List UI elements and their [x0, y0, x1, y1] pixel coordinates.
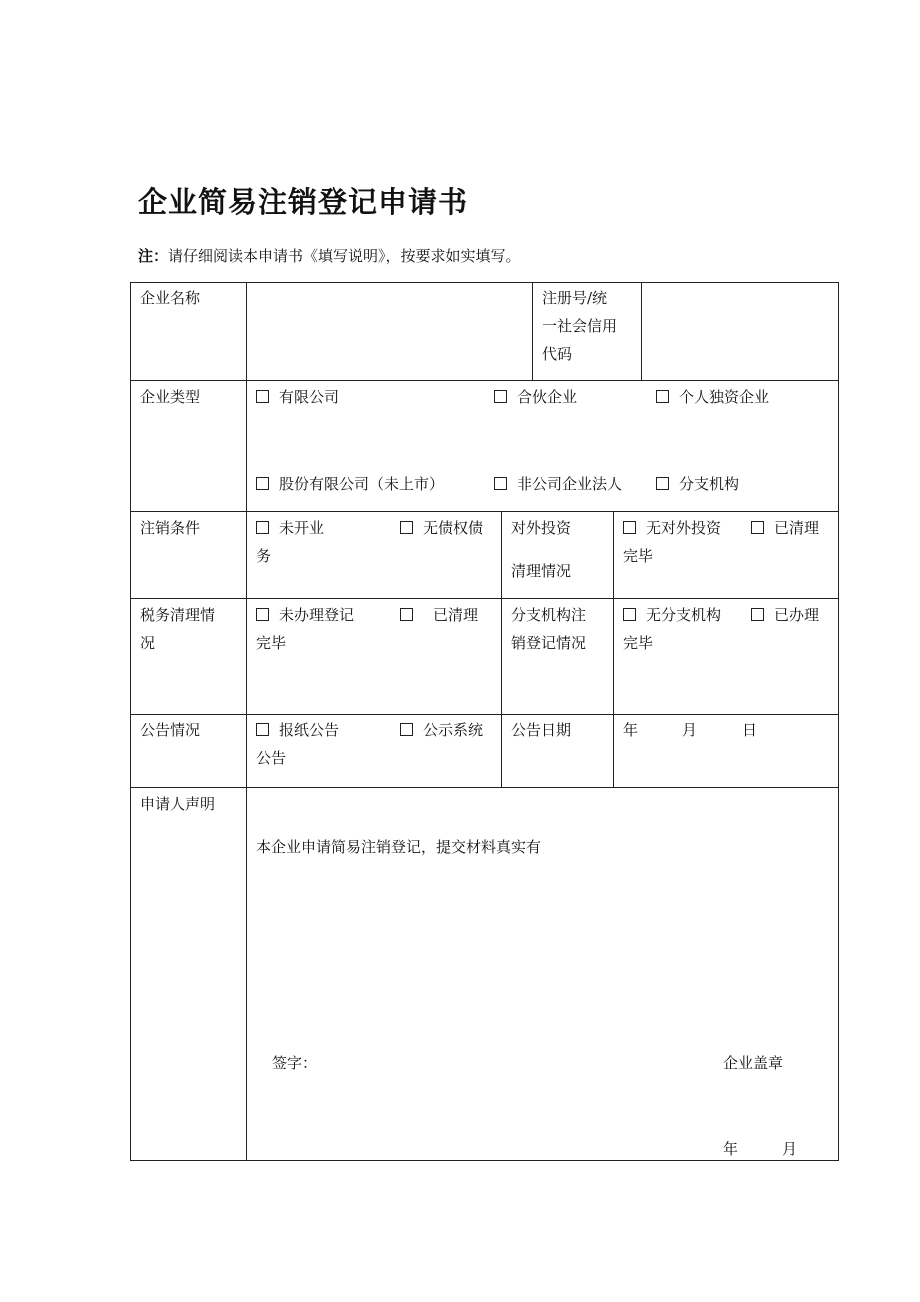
- checkbox-icon[interactable]: [400, 723, 413, 736]
- option-no-branch[interactable]: 无分支机构: [623, 601, 721, 629]
- option-public-system-cont: 公告: [256, 749, 287, 767]
- label-registration-no-line1: 注册号/统: [542, 289, 608, 307]
- label-branch-deregistration-line1: 分支机构注: [511, 606, 587, 624]
- declaration-year: 年: [723, 1140, 739, 1158]
- option-tax-cleared-cont: 完毕: [256, 634, 287, 652]
- page-title: 企业简易注销登记申请书: [138, 185, 469, 219]
- option-newspaper-announcement[interactable]: 报纸公告: [256, 716, 339, 744]
- option-no-debts[interactable]: 无债权债: [400, 514, 483, 542]
- declaration-month: 月: [782, 1140, 798, 1158]
- enterprise-name-field[interactable]: [256, 284, 522, 364]
- checkbox-icon[interactable]: [400, 608, 413, 621]
- table-border-left: [130, 282, 131, 1161]
- label-investment-clearance-line2: 清理情况: [511, 562, 572, 580]
- label-registration-no-line3: 代码: [542, 345, 573, 363]
- label-enterprise-type: 企业类型: [140, 388, 201, 406]
- checkbox-icon[interactable]: [623, 521, 636, 534]
- option-branch-processed[interactable]: 已办理: [751, 601, 819, 629]
- checkbox-icon[interactable]: [751, 521, 764, 534]
- registration-no-field[interactable]: [651, 284, 829, 364]
- option-tax-cleared[interactable]: 已清理: [400, 601, 478, 629]
- label-tax-clearance-line2: 况: [140, 634, 156, 652]
- option-no-debts-cont: 务: [256, 547, 272, 565]
- checkbox-icon[interactable]: [256, 521, 269, 534]
- checkbox-icon[interactable]: [751, 608, 764, 621]
- announcement-year: 年: [623, 721, 639, 739]
- note-text: 请仔细阅读本申请书《填写说明》，按要求如实填写。: [168, 247, 521, 265]
- label-tax-clearance-line1: 税务清理情: [140, 606, 216, 624]
- option-tax-not-registered[interactable]: 未办理登记: [256, 601, 354, 629]
- label-applicant-declaration: 申请人声明: [140, 795, 216, 813]
- option-partnership[interactable]: 合伙企业: [494, 383, 577, 411]
- checkbox-icon[interactable]: [494, 477, 507, 490]
- option-sole-proprietorship[interactable]: 个人独资企业: [656, 383, 769, 411]
- option-public-system[interactable]: 公示系统: [400, 716, 483, 744]
- signature-label: 签字：: [272, 1054, 318, 1072]
- option-limited-company[interactable]: 有限公司: [256, 383, 339, 411]
- label-announcement-date: 公告日期: [511, 721, 572, 739]
- checkbox-icon[interactable]: [400, 521, 413, 534]
- table-border-top: [130, 282, 839, 283]
- option-joint-stock-unlisted[interactable]: 股份有限公司（未上市）: [256, 470, 444, 498]
- label-registration-no-line2: 一社会信用: [542, 317, 618, 335]
- table-row-divider: [130, 511, 839, 512]
- table-row-divider: [130, 598, 839, 599]
- table-row-divider: [130, 787, 839, 788]
- option-branch[interactable]: 分支机构: [656, 470, 739, 498]
- label-enterprise-name: 企业名称: [140, 289, 201, 307]
- table-col-divider: [613, 511, 614, 788]
- checkbox-icon[interactable]: [656, 390, 669, 403]
- label-deregistration-conditions: 注销条件: [140, 519, 201, 537]
- option-not-started[interactable]: 未开业: [256, 514, 324, 542]
- option-no-investment[interactable]: 无对外投资: [623, 514, 721, 542]
- checkbox-icon[interactable]: [494, 390, 507, 403]
- announcement-month: 月: [682, 721, 698, 739]
- label-branch-deregistration-line2: 销登记情况: [511, 634, 587, 652]
- checkbox-icon[interactable]: [256, 477, 269, 490]
- declaration-text: 本企业申请简易注销登记，提交材料真实有: [256, 838, 542, 856]
- table-border-right: [838, 282, 839, 1161]
- announcement-day: 日: [742, 721, 758, 739]
- table-col-divider: [246, 282, 247, 1161]
- checkbox-icon[interactable]: [623, 608, 636, 621]
- table-row-divider: [130, 714, 839, 715]
- table-row-divider: [130, 380, 839, 381]
- option-non-company-legal-person[interactable]: 非公司企业法人: [494, 470, 622, 498]
- table-col-divider: [641, 282, 642, 381]
- option-branch-processed-cont: 完毕: [623, 634, 654, 652]
- table-col-divider: [501, 511, 502, 788]
- checkbox-icon[interactable]: [256, 390, 269, 403]
- option-investment-cleared-cont: 完毕: [623, 547, 654, 565]
- checkbox-icon[interactable]: [256, 723, 269, 736]
- checkbox-icon[interactable]: [656, 477, 669, 490]
- option-investment-cleared[interactable]: 已清理: [751, 514, 819, 542]
- company-seal-label: 企业盖章: [723, 1054, 784, 1072]
- label-investment-clearance-line1: 对外投资: [511, 519, 572, 537]
- label-announcement: 公告情况: [140, 721, 201, 739]
- checkbox-icon[interactable]: [256, 608, 269, 621]
- table-col-divider: [532, 282, 533, 381]
- note-prefix: 注：: [138, 247, 169, 265]
